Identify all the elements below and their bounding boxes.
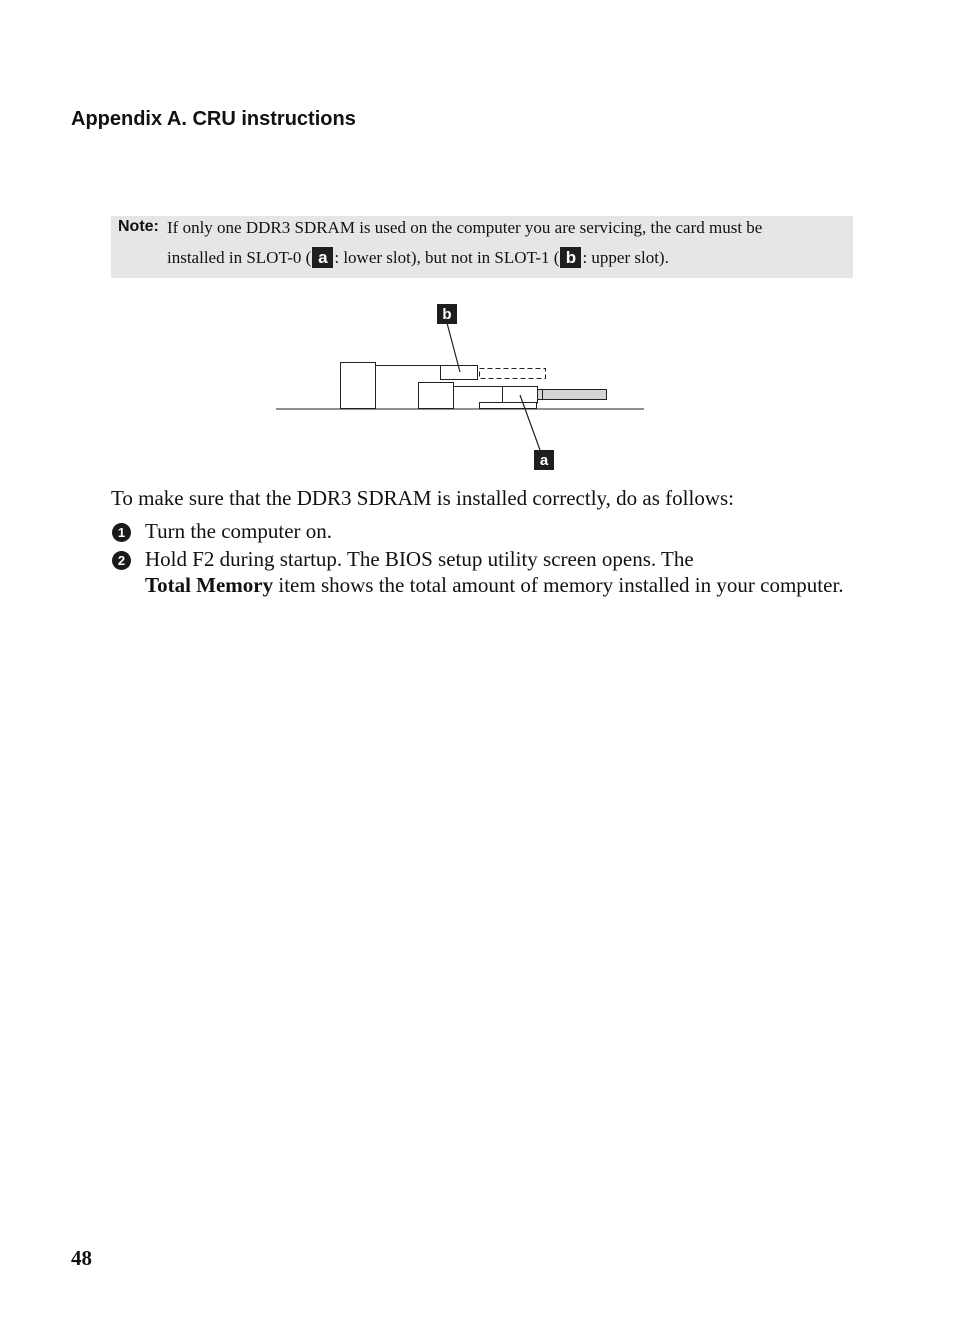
step-2-text — [145, 546, 855, 598]
note-text-slot0: installed in SLOT-0 ( — [167, 248, 312, 267]
upper-module-dashed — [480, 369, 546, 379]
step-2-text-before: Hold F2 during startup. The BIOS setup utility screen opens. The — [145, 547, 694, 571]
step-2-text-after: item shows the total amount of memory installed in your computer. — [273, 573, 844, 597]
step-number-2: 2 — [112, 551, 131, 570]
instructions-intro: To make sure that the DDR3 SDRAM is installed correctly, do as follows: — [111, 486, 734, 510]
step-number-1: 1 — [112, 523, 131, 542]
left-block — [341, 363, 376, 409]
callout-b-label: b — [442, 306, 452, 323]
callout-b-line — [447, 323, 460, 372]
note-line-2 — [167, 248, 669, 270]
lower-housing-left — [419, 383, 454, 409]
page-header-title: Appendix A. CRU instructions — [71, 108, 356, 130]
slot-a-tag: a — [312, 247, 333, 268]
total-memory-term: Total Memory — [145, 573, 274, 597]
note-label: Note: — [118, 218, 159, 235]
lower-module — [538, 390, 607, 400]
slot-b-tag: b — [560, 247, 581, 268]
note-text-upper: : upper slot). — [582, 248, 669, 267]
step-1-text: Turn the computer on. — [145, 519, 333, 543]
note-line-1: If only one DDR3 SDRAM is used on the computer you are servicing, the card must be — [167, 218, 763, 237]
note-box — [111, 216, 853, 278]
lower-slot-connector — [480, 403, 537, 409]
lower-housing-top — [454, 387, 538, 404]
page-number: 48 — [71, 1246, 92, 1270]
note-text-slot1: : lower slot), but not in SLOT-1 ( — [334, 248, 560, 267]
memory-slot-diagram — [270, 298, 650, 478]
callout-a-label: a — [539, 452, 549, 469]
